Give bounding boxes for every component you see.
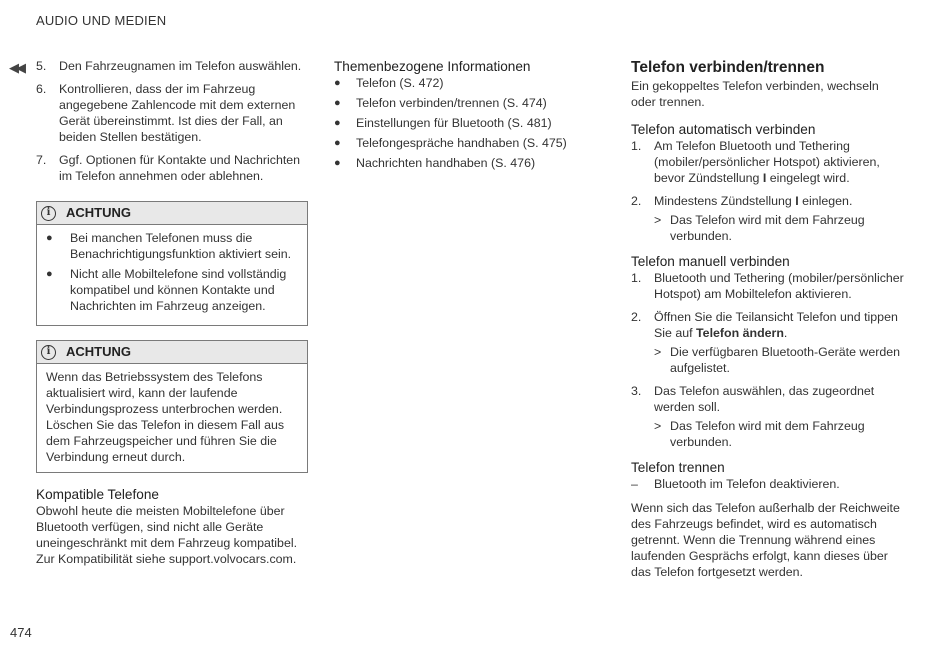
- step-item: 5. Den Fahrzeugnamen im Telefon auswählen.: [36, 59, 302, 73]
- warning-header: [37, 202, 307, 225]
- section-heading: Themenbezogene Informationen: [334, 59, 531, 74]
- related-link[interactable]: ● Einstellungen für Bluetooth (S. 481): [334, 116, 552, 130]
- list-item: ● Bei manchen Telefonen muss die Benachrichtigungsfunktion aktiviert sein.: [46, 231, 292, 261]
- related-link[interactable]: ● Telefongespräche handhaben (S. 475): [334, 136, 567, 150]
- section-manual-connect: [631, 253, 906, 450]
- page-header: AUDIO UND MEDIEN: [36, 13, 167, 28]
- column-middle: [334, 58, 606, 175]
- warning-header: [37, 341, 307, 364]
- section-disconnect: [631, 459, 906, 580]
- back-arrows-icon[interactable]: ◀◀: [9, 60, 23, 75]
- info-icon: i: [41, 345, 56, 360]
- step-result: > Die verfügbaren Bluetooth-Geräte werden aufgelistet.: [654, 345, 901, 375]
- step-result: > Das Telefon wird mit dem Fahrzeug verbunden.: [654, 419, 865, 449]
- step-item: 6. Kontrollieren, dass der im Fahrzeug angegebene Zahlencode mit dem externen Gerät übereinstimmt. Ist dies der Fall, an beiden Stellen bestätigen.: [36, 82, 296, 144]
- pairing-steps: [36, 58, 308, 184]
- warning-body: [37, 364, 307, 472]
- warning-title: ACHTUNG: [66, 344, 131, 359]
- related-link[interactable]: ● Nachrichten handhaben (S. 476): [334, 156, 536, 170]
- page-number: 474: [10, 625, 32, 640]
- warning-body: [37, 225, 307, 325]
- list-item: ● Nicht alle Mobiltelefone sind vollständig kompatibel und können Kontakte und Nachrichten im Fahrzeug anzeigen.: [46, 267, 287, 313]
- warning-box: [36, 340, 308, 473]
- step-result: > Das Telefon wird mit dem Fahrzeug verbunden.: [654, 213, 865, 243]
- warning-box: [36, 201, 308, 326]
- paragraph: Wenn sich das Telefon außerhalb der Reichweite des Fahrzeugs befindet, wird es automatisch getrennt. Wenn die Trennung während eines laufenden Gesprächs erfolgt, kann dieses über das Telefon fortgesetzt werden.: [631, 501, 900, 579]
- related-link[interactable]: ● Telefon (S. 472): [334, 76, 444, 90]
- intro-text: Ein gekoppeltes Telefon verbinden, wechseln oder trennen.: [631, 79, 879, 109]
- step-item: 1. Am Telefon Bluetooth und Tethering (mobiler/persönlicher Hotspot) aktivieren, bevor Zündstellung I eingelegt wird.: [631, 139, 880, 185]
- column-right: [631, 58, 906, 580]
- warning-title: ACHTUNG: [66, 205, 131, 220]
- section-heading: Telefon automatisch verbinden: [631, 122, 816, 137]
- page-title: Telefon verbinden/trennen: [631, 59, 825, 76]
- column-left: [36, 58, 308, 567]
- section-heading: Telefon trennen: [631, 460, 725, 475]
- dash-item: – Bluetooth im Telefon deaktivieren.: [631, 477, 840, 491]
- related-topics-list: [334, 75, 606, 171]
- section-heading: Telefon manuell verbinden: [631, 254, 790, 269]
- paragraph: Obwohl heute die meisten Mobiltelefone über Bluetooth verfügen, sind nicht alle Geräte uneingeschränkt mit dem Fahrzeug kompatibel. Zur Kompatibilität siehe support.volvocars.com.: [36, 504, 298, 566]
- section-heading: Kompatible Telefone: [36, 487, 159, 502]
- related-link[interactable]: ● Telefon verbinden/trennen (S. 474): [334, 96, 547, 110]
- info-icon: i: [41, 206, 56, 221]
- warning-text: Wenn das Betriebssystem des Telefons aktualisiert wird, kann der laufende Verbindungsprozess unterbrochen werden. Löschen Sie das Telefon in diesem Fall aus dem Fahrzeugspeicher und führen Sie die Verbindung erneut durch.: [46, 370, 285, 464]
- step-item: 3. Das Telefon auswählen, das zugeordnet werden soll. > Das Telefon wird mit dem Fahrzeug verbunden.: [631, 383, 906, 450]
- section-auto-connect: [631, 121, 906, 244]
- step-item: 2. Mindestens Zündstellung I einlegen. > Das Telefon wird mit dem Fahrzeug verbunden.: [631, 193, 906, 244]
- step-item: 1. Bluetooth und Tethering (mobiler/persönlicher Hotspot) am Mobiltelefon aktivieren.: [631, 271, 904, 301]
- step-item: 7. Ggf. Optionen für Kontakte und Nachrichten im Telefon annehmen oder ablehnen.: [36, 153, 301, 183]
- step-item: 2. Öffnen Sie die Teilansicht Telefon und tippen Sie auf Telefon ändern. > Die verfügbaren Bluetooth-Geräte werden aufgelistet.: [631, 309, 906, 376]
